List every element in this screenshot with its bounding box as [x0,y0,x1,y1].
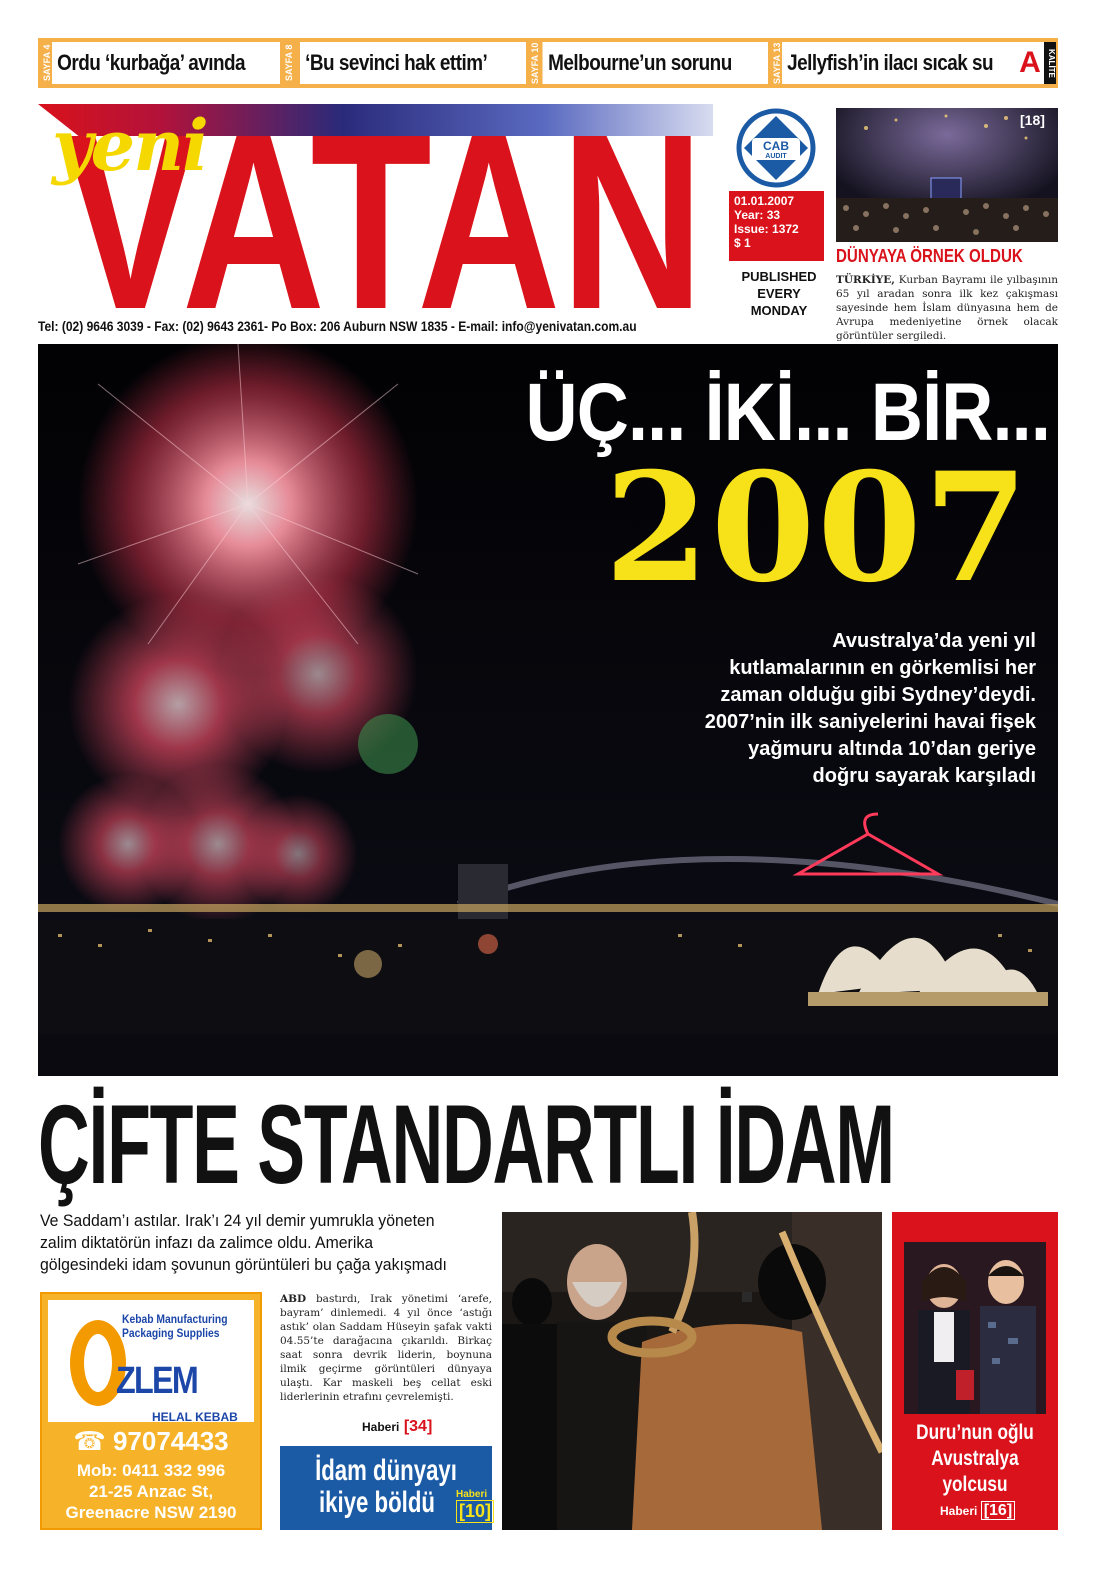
main-body [280,1292,492,1404]
teaser-1[interactable] [42,42,280,84]
hero-year: 2007 [604,440,1030,616]
ad-subtitle: HELAL KEBAB [152,1410,238,1424]
issue-number: Issue: 1372 [734,222,799,236]
masthead-prefix: yeni [52,104,207,187]
svg-text:CAB: CAB [763,139,789,153]
ad-logo-area [48,1300,254,1422]
photo-page-ref: [18] [1020,112,1045,128]
teaser-bar [38,38,1058,88]
ad-tagline-2: Packaging Supplies [122,1326,220,1340]
published-line: PUBLISHED [741,269,817,284]
teaser-4[interactable] [772,42,1016,84]
sub-ref-page: [10] [456,1500,494,1523]
teaser-2[interactable] [284,42,526,84]
issue-date: 01.01.2007 [734,194,795,208]
ad-mobile: Mob: 0411 332 996 [76,1461,226,1480]
quality-label: KALİTE [1044,42,1056,84]
ad-tagline [122,1312,227,1340]
side-story-title[interactable]: DÜNYAYA ÖRNEK OLDUK [836,246,1023,266]
teaser-page: SAYFA 4 [42,42,52,84]
ad-address-1: 21-25 Anzac St, [88,1482,214,1501]
main-headline[interactable]: ÇİFTE STANDARTLI İDAM [38,1082,894,1207]
published-note [729,268,829,319]
issue-box [729,191,824,261]
sub-story-line-1: İdam dünyayı [315,1454,457,1487]
ref-page: [16] [981,1501,1015,1520]
hero-headline: ÜÇ... İKİ... BİR... [525,367,1050,458]
right-story-illustration [904,1242,1046,1414]
contact-line: Tel: (02) 9646 3039 - Fax: (02) 9643 2361- Po Box: 206 Auburn NSW 1835 - E-mail: info@yenivatan.com.au [38,318,637,334]
published-line: MONDAY [750,303,808,318]
main-ref[interactable] [362,1418,432,1436]
kebab-ad[interactable] [40,1292,262,1530]
teaser-page: SAYFA 13 [772,42,782,84]
cab-audit-logo [728,108,824,188]
main-lead: Ve Saddam’ı astılar. Irak’ı 24 yıl demir yumrukla yöneten zalim diktatörün infazı da zalimce oldu. Amerika gölgesindeki idam şovunun görüntüleri bu çağa yakışmadı [40,1211,447,1274]
ref-page: [34] [403,1418,433,1435]
right-story-photo[interactable] [904,1242,1046,1414]
teaser-3[interactable] [530,42,768,84]
svg-text:AUDIT: AUDIT [765,153,787,160]
sub-story-line-2: ikiye böldü [319,1486,435,1519]
teaser-page: SAYFA 8 [284,42,300,84]
side-story-body: Kurban Bayramı ile yılbaşının 65 yıl aradan sonra ilk kez çakışması sayesinde hem İslam dünyasına hem de Avrupa medeniyetine örnek olacak görüntüler sergiledi. [836,274,1058,342]
sub-story-box[interactable] [280,1446,492,1530]
ad-brand: ZLEM [116,1360,198,1402]
crowd-photo[interactable] [836,108,1058,242]
quality-grade: A [1016,42,1044,84]
side-story-lead: TÜRKİYE, [836,274,895,286]
teaser-title: Ordu ‘kurbağa’ avında [57,50,246,75]
teaser-page: SAYFA 10 [530,42,543,84]
issue-price: $ 1 [734,236,751,250]
issue-year: Year: 33 [734,208,781,222]
published-line: EVERY [757,286,801,301]
right-story-ref [940,1502,1015,1520]
teaser-title: ‘Bu sevinci hak ettim’ [305,50,488,75]
hero-caption: Avustralya’da yeni yıl kutlamalarının en görkemlisi her zaman olduğu gibi Sydney’deydi. 2007’nin ilk saniyelerini havai fişek yağmuru altında 10’dan geriye doğru sayarak karşıladı [704,630,1036,787]
ad-tagline-1: Kebab Manufacturing [122,1312,228,1326]
teaser-title: Jellyfish’in ilacı sıcak su [787,50,994,75]
masthead-name: VATAN [64,108,704,318]
main-body-lead: ABD [280,1293,307,1305]
main-body-text: bastırdı, Irak yönetimi ‘arefe, bayram’ dinlemedi. 4 yıl önce ‘astığı astık’ olan Saddam Hüseyin şafak vakti 04.55’te darağacına çıkarıldı. Birkaç saat sonra devrik liderin, boynuna ilmik geçirme görüntüleri dünyaya ulaştı. Kar maskeli beş cellat eski liderlerinin etrafını çevrelemişti. [280,1293,492,1403]
ad-address-2: Greenacre NSW 2190 [65,1503,237,1522]
ad-contact [42,1460,260,1523]
ref-label: Haberi [940,1504,978,1518]
right-story-title: Duru’nun oğlu Avustralya yolcusu [916,1421,1034,1496]
sub-ref-label: Haberi [456,1489,488,1500]
execution-illustration [502,1212,882,1530]
teaser-title: Melbourne’un sorunu [547,50,732,75]
ad-phone: ☎ 97074433 [73,1426,229,1456]
ref-label: Haberi [362,1420,400,1434]
side-story-text [836,273,1058,343]
right-story-box[interactable] [892,1212,1058,1530]
execution-photo[interactable] [502,1212,882,1530]
